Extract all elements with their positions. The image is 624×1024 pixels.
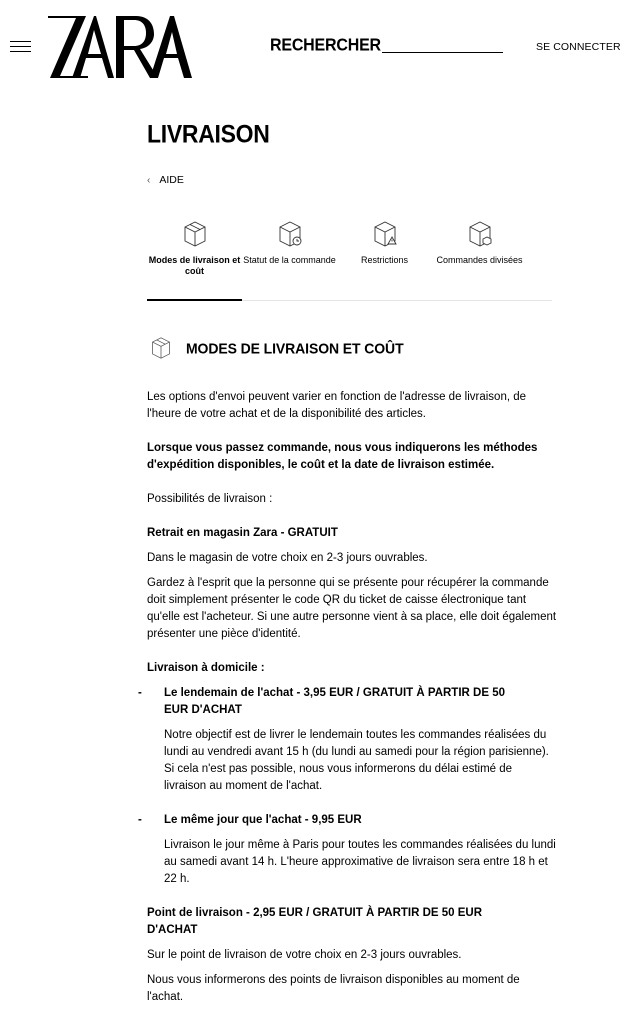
intro-text: Les options d'envoi peuvent varier en fonction de l'adresse de livraison, de l'heure de votre achat et de la disponibilité des articles.: [147, 391, 527, 420]
search-button[interactable]: RECHERCHER: [270, 36, 381, 55]
tab-delivery-methods[interactable]: [147, 220, 242, 276]
home-delivery-title: Livraison à domicile :: [147, 662, 265, 674]
box-icon: [182, 220, 208, 248]
zara-logo[interactable]: [46, 14, 194, 80]
box-clock-icon: [277, 220, 303, 248]
page-title: LIVRAISON: [147, 120, 270, 149]
store-pickup-text: Dans le magasin de votre choix en 2-3 jours ouvrables.: [147, 552, 428, 564]
tab-order-status[interactable]: [242, 220, 337, 266]
pickup-point-text: Sur le point de livraison de votre choix en 2-3 jours ouvrables.: [147, 949, 462, 961]
box-icon: [150, 336, 172, 360]
chevron-left-icon: ‹: [147, 174, 151, 186]
box-warning-icon: [372, 220, 398, 248]
intro-bold-text: Lorsque vous passez commande, nous vous indiquerons les méthodes d'expédition disponibles, le coût et la date de livraison estimée.: [147, 442, 538, 471]
store-pickup-title: Retrait en magasin Zara - GRATUIT: [147, 527, 338, 539]
next-day-text: Notre objectif est de livrer le lendemain toutes les commandes réalisées du lundi au vendredi avant 15 h (du lundi au samedi pour la région parisienne). Si cela n'est pas possible, nous vous informerons du délai estimé de livraison au moment de l'achat.: [164, 729, 549, 792]
section-header: [150, 336, 404, 360]
same-day-text: Livraison le jour même à Paris pour toutes les commandes réalisées du lundi au samedi avant 14 h. L'heure approximative de livraison sera entre 18 h et 22 h.: [164, 839, 556, 885]
options-label: Possibilités de livraison :: [147, 493, 273, 505]
boxes-split-icon: [467, 220, 493, 248]
back-link-label: AIDE: [159, 174, 184, 186]
menu-icon[interactable]: [10, 41, 31, 53]
next-day-title: - Le lendemain de l'achat - 3,95 EUR / GRATUIT À PARTIR DE 50 EUR D'ACHAT: [147, 685, 557, 719]
tab-restrictions[interactable]: [337, 220, 432, 266]
store-pickup-note: Gardez à l'esprit que la personne qui se présente pour récupérer la commande doit simplement présenter le code QR du ticket de caisse électronique tant qu'elle est l'acheteur. Si une autre personne vient à sa place, elle doit également présenter une pièce d'identité.: [147, 577, 557, 640]
back-link[interactable]: [147, 174, 184, 186]
tab-label: Statut de la commande: [243, 255, 336, 265]
section-content: [147, 389, 557, 1006]
tab-label: Restrictions: [360, 255, 408, 265]
pickup-point-note: Nous vous informerons des points de livraison disponibles au moment de l'achat.: [147, 974, 520, 1003]
search-input-underline[interactable]: [382, 52, 503, 53]
login-link[interactable]: SE CONNECTER: [536, 41, 621, 53]
tab-split-orders[interactable]: [432, 220, 527, 266]
tab-bar: [147, 220, 552, 301]
active-tab-indicator: [147, 299, 242, 301]
pickup-point-title: Point de livraison - 2,95 EUR / GRATUIT À PARTIR DE 50 EUR D'ACHAT: [147, 907, 483, 936]
tab-label: Modes de livraison et coût: [148, 255, 241, 276]
tab-label: Commandes divisées: [436, 255, 523, 265]
section-title: MODES DE LIVRAISON ET COÛT: [186, 339, 404, 357]
same-day-title: - Le même jour que l'achat - 9,95 EUR: [147, 812, 557, 829]
